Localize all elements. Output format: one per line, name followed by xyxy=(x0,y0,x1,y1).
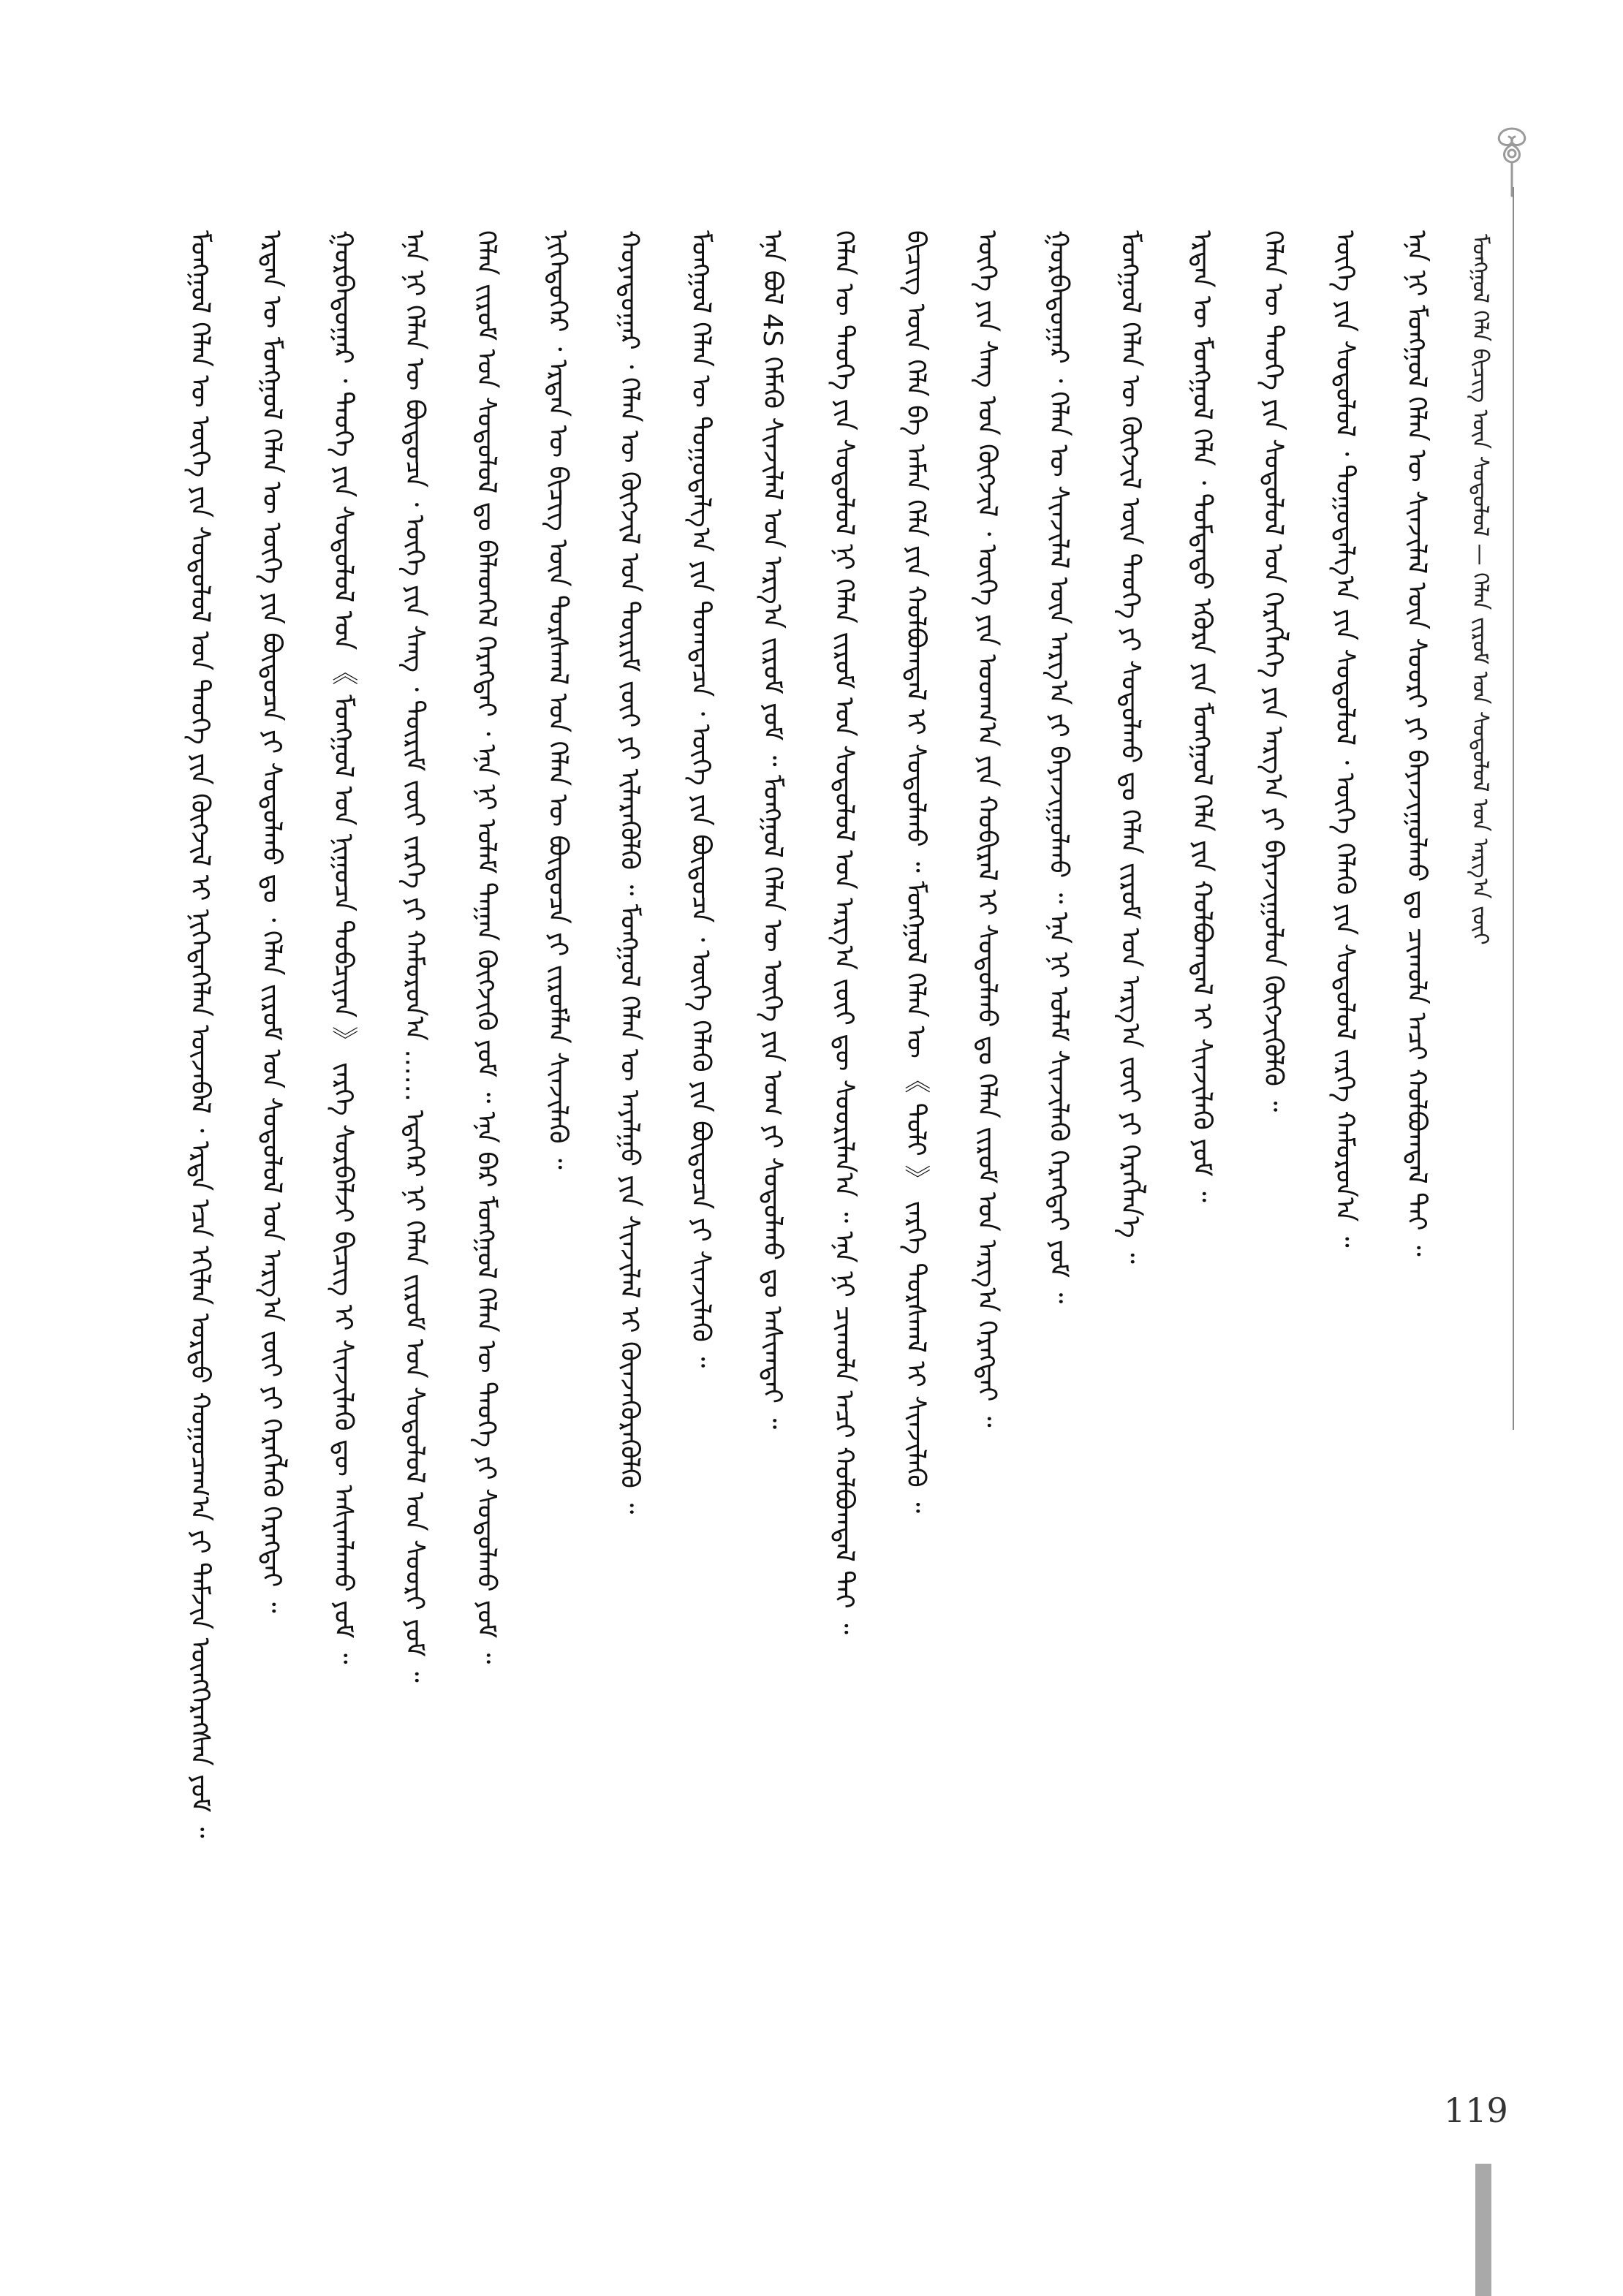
scroll-ornament-icon xyxy=(1483,123,1541,203)
body-text xyxy=(186,230,1429,2197)
text-column: ᠭᠤᠷᠪᠠᠳᠤᠭᠠᠷ ᠂ ᠲᠡᠦᠬᠡ ᠶᠢᠨ ᠰᠤᠳᠤᠯᠤᠯ ᠤᠨ 《 ᠮᠣᠩᠭᠣᠯ ᠤᠨ ᠨᠢᠭᠤᠴᠠ ᠲᠣᠪᠴᠢᠶᠠᠨ 》 ᠵᠡᠷᠭᠡ ᠰᠤᠷᠪᠠᠯᠵᠢ ᠪᠢᠴᠢᠭ ᠢ ᠰᠢᠨᠵᠢᠯᠡᠬᠦ ᠳᠦ ᠠᠰᠢᠭᠯᠠᠬᠤ ᠶᠤᠮ ᠃ xyxy=(328,230,358,1664)
text-column: ᠡᠷᠲᠡᠨ ᠦ ᠮᠣᠩᠭᠣᠯ ᠬᠡᠯᠡᠨ ᠦ ᠦᠭᠡ ᠶᠢᠨ ᠪᠦᠲᠦᠴᠡ ᠶᠢ ᠰᠤᠳᠤᠯᠬᠤ ᠳᠤ ᠂ ᠬᠡᠯᠡᠨ ᠵᠢᠷᠤᠮ ᠤᠨ ᠰᠤᠳᠤᠯᠤᠯ ᠤᠨ ᠠᠷᠭ᠎ᠠ ᠵᠦᠢ ᠶᠢ ᠬᠡᠷᠡᠭᠯᠡᠬᠦ ᠬᠡᠷᠡᠭᠲᠡᠢ ᠃ xyxy=(256,230,287,1613)
text-column: ᠬᠡᠯᠡᠨ ᠦ ᠲᠡᠦᠬᠡ ᠶᠢᠨ ᠰᠤᠳᠤᠯᠤᠯ ᠤᠨ ᠬᠡᠷᠡᠭᠯᠡᠭᠡ ᠶᠢᠨ ᠠᠷᠭ᠎ᠠ ᠶᠢ ᠪᠠᠶᠠᠵᠢᠭᠤᠯᠤᠨ ᠬᠥᠭᠵᠢᠭᠦᠯᠬᠦ ᠃ xyxy=(1258,230,1289,1113)
text-column: ᠬᠡᠯᠡᠨ ᠦ ᠲᠡᠦᠬᠡ ᠶᠢᠨ ᠰᠤᠳᠤᠯᠤᠯ ᠨᠢ ᠬᠡᠯᠡᠨ ᠵᠢᠷᠤᠮ ᠤᠨ ᠰᠤᠳᠤᠯᠤᠯ ᠤᠨ ᠠᠷᠭ᠎ᠠ ᠵᠦᠢ ᠳᠦ ᠰᠤᠤᠷᠢᠯᠠᠨ᠎ᠠ ᠃ ᠡᠨᠡ ᠨᠢ ᠴᠢᠬᠤᠯᠠ ᠠᠴᠢ ᠬᠣᠯᠪᠣᠭᠳᠠᠯ ᠲᠠᠢ ᠃ xyxy=(828,230,859,1634)
running-head: ᠮᠣᠩᠭᠣᠯ ᠬᠡᠯᠡ ᠪᠢᠴᠢᠭ᠌ ᠦᠨ ᠰᠤᠳᠤᠯᠤᠯ — ᠬᠡᠯᠡᠨ ᠵᠢᠷᠤᠮ ᠤᠨ ᠰᠤᠳᠤᠯᠤᠯ ᠤᠨ ᠠᠷᠭ᠎ᠠ ᠵᠦᠢ xyxy=(1467,234,1493,945)
edge-tab xyxy=(1475,2164,1491,2296)
text-column: ᠡᠷᠲᠡᠨ ᠦ ᠮᠣᠩᠭᠣᠯ ᠬᠡᠯᠡ ᠂ ᠳᠤᠮᠳᠠᠳᠤ ᠡᠭᠦᠷᠡ ᠶᠢᠨ ᠮᠣᠩᠭᠣᠯ ᠬᠡᠯᠡ ᠶᠢᠨ ᠬᠣᠯᠪᠣᠭᠳᠠᠯ ᠢ ᠰᠢᠨᠵᠢᠯᠡᠬᠦ ᠶᠤᠮ ᠃ xyxy=(1187,230,1217,1202)
text-column: ᠭᠤᠷᠪᠠᠳᠤᠭᠠᠷ ᠂ ᠬᠡᠯᠡᠨ ᠦ ᠰᠢᠨᠵᠢᠯᠡᠯ ᠦᠨ ᠠᠷᠭ᠎ᠠ ᠶᠢ ᠪᠠᠶᠠᠵᠢᠭᠤᠯᠬᠤ ᠃ ᠡᠨᠡ ᠨᠢ ᠤᠯᠠᠮ ᠰᠢᠨᠵᠢᠯᠡᠬᠦ ᠬᠡᠷᠡᠭᠲᠡᠢ ᠶᠤᠮ ᠃ xyxy=(1043,230,1074,1304)
page-number: 119 xyxy=(1444,2091,1508,2130)
text-column: ᠮᠣᠩᠭᠣᠯ ᠬᠡᠯᠡᠨ ᠦ ᠦᠭᠡ ᠶᠢᠨ ᠰᠤᠳᠤᠯᠤᠯ ᠤᠨ ᠲᠡᠦᠬᠡ ᠶᠢᠨ ᠬᠥᠭᠵᠢᠯ ᠢ ᠨᠢᠭᠡᠳᠡᠭᠡᠯᠡᠨ ᠦᠵᠡᠪᠡᠯ ᠂ ᠡᠷᠲᠡ ᠡᠴᠡ ᠡᠬᠢᠯᠡᠨ ᠤᠷᠲᠤ ᠬᠤᠭᠤᠴᠠᠭ᠎ᠠ ᠶᠢ ᠳᠠᠮᠵᠢᠨ ᠥᠩᠭᠡᠷᠡᠭᠰᠡᠨ ᠶᠤᠮ ᠃ xyxy=(185,230,215,1838)
text-column: ᠦᠭᠡ ᠶᠢᠨ ᠰᠤᠳᠤᠯᠤᠯ ᠂ ᠳᠤᠭᠤᠳᠠᠯᠭ᠎ᠠ ᠶᠢᠨ ᠰᠤᠳᠤᠯᠤᠯ ᠂ ᠦᠭᠡ ᠬᠡᠯᠡᠬᠦ ᠶᠢᠨ ᠰᠤᠳᠤᠯᠤᠯ ᠵᠡᠷᠭᠡ ᠬᠠᠮᠤᠷᠤᠨ᠎ᠠ ᠃ xyxy=(1330,230,1360,1248)
running-head-rule xyxy=(1513,187,1514,1430)
text-column: ᠨᠢᠭᠡᠳᠦᠭᠡᠷ ᠂ ᠡᠷᠲᠡᠨ ᠦ ᠪᠢᠴᠢᠭ᠌ ᠦᠨ ᠳᠤᠷᠰᠬᠠᠯ ᠤᠨ ᠬᠡᠯᠡᠨ ᠦ ᠪᠦᠲᠦᠴᠡ ᠶᠢ ᠵᠢᠷᠤᠮᠯᠠᠨ ᠰᠢᠨᠵᠢᠯᠡᠬᠦ ᠃ xyxy=(542,230,573,1170)
text-column: ᠬᠣᠶᠠᠳᠤᠭᠠᠷ ᠂ ᠬᠡᠯᠡᠨ ᠦ ᠬᠥᠭᠵᠢᠯ ᠤᠨ ᠳᠦᠷᠢᠮ ᠵᠦᠢ ᠶᠢ ᠢᠯᠡᠷᠡᠬᠦᠯᠬᠦ ᠃ ᠮᠣᠩᠭᠣᠯ ᠬᠡᠯᠡᠨ ᠦ ᠠᠶᠠᠯᠭᠤ ᠶᠢᠨ ᠰᠢᠨᠵᠢᠯᠡᠯ ᠢ ᠭᠦᠨᠵᠡᠭᠦᠷᠡᠭᠦᠯᠬᠦ ᠃ xyxy=(614,230,645,1515)
text-column: ᠮᠣᠩᠭᠣᠯ ᠬᠡᠯᠡᠨ ᠦ ᠳᠤᠭᠤᠳᠠᠯᠭ᠎ᠠ ᠶᠢᠨ ᠲᠣᠭᠲᠠᠴᠠ ᠂ ᠦᠭᠡ ᠶᠢᠨ ᠪᠦᠲᠦᠴᠡ ᠂ ᠦᠭᠡ ᠬᠡᠯᠡᠬᠦ ᠶᠢᠨ ᠪᠦᠲᠦᠴᠡ ᠶᠢ ᠰᠢᠨᠵᠢᠯᠡᠬᠦ ᠃ xyxy=(686,230,716,1368)
text-column: ᠦᠭᠡ ᠶᠢᠨ ᠰᠠᠩ ᠤᠨ ᠬᠥᠭᠵᠢᠯ ᠂ ᠦᠭᠡ ᠶᠢᠨ ᠤᠳᠬ᠎ᠠ ᠶᠢᠨ ᠬᠤᠪᠢᠷᠠᠯ ᠢ ᠰᠤᠳᠤᠯᠬᠤ ᠳᠤ ᠬᠡᠯᠡᠨ ᠵᠢᠷᠤᠮ ᠤᠨ ᠠᠷᠭ᠎ᠠ ᠬᠡᠷᠡᠭᠲᠡᠢ ᠃ xyxy=(972,230,1002,1428)
text-column: ᠡᠨᠡ ᠨᠢ ᠬᠡᠯᠡᠨ ᠦ ᠪᠦᠲᠦᠴᠡ ᠂ ᠦᠭᠡ ᠶᠢᠨ ᠰᠠᠩ ᠂ ᠳᠦᠷᠢᠮ ᠵᠦᠢ ᠵᠡᠷᠭᠡ ᠶᠢ ᠬᠠᠮᠤᠷᠤᠨ᠎ᠠ …… ᠡᠳᠡᠭᠡᠷ ᠨᠢ ᠬᠡᠯᠡᠨ ᠵᠢᠷᠤᠮ ᠤᠨ ᠰᠤᠳᠤᠯᠤᠯ ᠤᠨ ᠰᠤᠤᠷᠢ ᠶᠤᠮ ᠃ xyxy=(399,230,430,1683)
text-column: ᠬᠡᠯᠡᠨ ᠵᠢᠷᠤᠮ ᠤᠨ ᠰᠤᠳᠤᠯᠤᠯ ᠳᠤ ᠪᠡᠯᠡᠳᠬᠡᠯ ᠬᠡᠷᠡᠭᠲᠡᠢ ᠂ ᠡᠨᠡ ᠨᠢ ᠤᠯᠠᠮ ᠳᠠᠭᠠᠨ ᠬᠥᠭᠵᠢᠬᠦ ᠶᠤᠮ ᠃ ᠡᠨᠡ ᠪᠡᠷ ᠮᠣᠩᠭᠣᠯ ᠬᠡᠯᠡᠨ ᠦ ᠲᠡᠦᠬᠡ ᠶᠢ ᠰᠤᠳᠤᠯᠬᠤ ᠶᠤᠮ ᠃ xyxy=(471,230,502,1664)
text-column: ᠪᠢᠴᠢᠭ᠌ ᠦᠨ ᠬᠡᠯᠡ ᠪᠠ ᠠᠮᠠᠨ ᠬᠡᠯᠡ ᠶᠢᠨ ᠬᠣᠯᠪᠣᠭᠳᠠᠯ ᠢ ᠰᠤᠳᠤᠯᠬᠤ ᠃ ᠮᠣᠩᠭᠣᠯ ᠬᠡᠯᠡᠨ ᠦ 《 ᠲᠤᠯᠢ 》 ᠵᠡᠷᠭᠡ ᠳᠤᠷᠰᠬᠠᠯ ᠢ ᠰᠢᠨᠵᠢᠯᠡᠬᠦ ᠃ xyxy=(900,230,931,1513)
text-column: ᠮᠣᠩᠭᠣᠯ ᠬᠡᠯᠡᠨ ᠦ ᠬᠥᠭᠵᠢᠯ ᠦᠨ ᠲᠡᠦᠬᠡ ᠶᠢ ᠰᠤᠳᠤᠯᠬᠤ ᠳᠤ ᠬᠡᠯᠡᠨ ᠵᠢᠷᠤᠮ ᠤᠨ ᠠᠷᠭ᠎ᠠ ᠵᠦᠢ ᠶᠢ ᠬᠡᠷᠡᠭᠯᠡᠨ᠎ᠡ ᠃ xyxy=(1115,230,1146,1264)
text-column: ᠡᠨᠡ ᠨᠢ ᠮᠣᠩᠭᠣᠯ ᠬᠡᠯᠡᠨ ᠦ ᠰᠢᠨᠵᠢᠯᠡᠯ ᠦᠨ ᠰᠤᠤᠷᠢ ᠶᠢ ᠪᠠᠶᠠᠵᠢᠭᠤᠯᠬᠤ ᠳᠤ ᠴᠢᠬᠤᠯᠠ ᠠᠴᠢ ᠬᠣᠯᠪᠣᠭᠳᠠᠯ ᠲᠠᠢ ᠃ xyxy=(1401,230,1431,1257)
text-column: ᠡᠨᠡ ᠪᠣᠯ 4S ᠬᠡᠮᠡᠬᠦ ᠰᠢᠨᠵᠢᠯᠡᠯ ᠤᠨ ᠠᠷᠭ᠎ᠠ ᠵᠢᠷᠤᠮ ᠶᠤᠮ ᠃ ᠮᠣᠩᠭᠣᠯ ᠬᠡᠯᠡᠨ ᠦ ᠦᠭᠡ ᠶᠢᠨ ᠤᠭ ᠶᠢ ᠰᠤᠳᠤᠯᠬᠤ ᠳᠤ ᠠᠰᠢᠭᠲᠠᠢ ᠃ xyxy=(757,230,787,1430)
